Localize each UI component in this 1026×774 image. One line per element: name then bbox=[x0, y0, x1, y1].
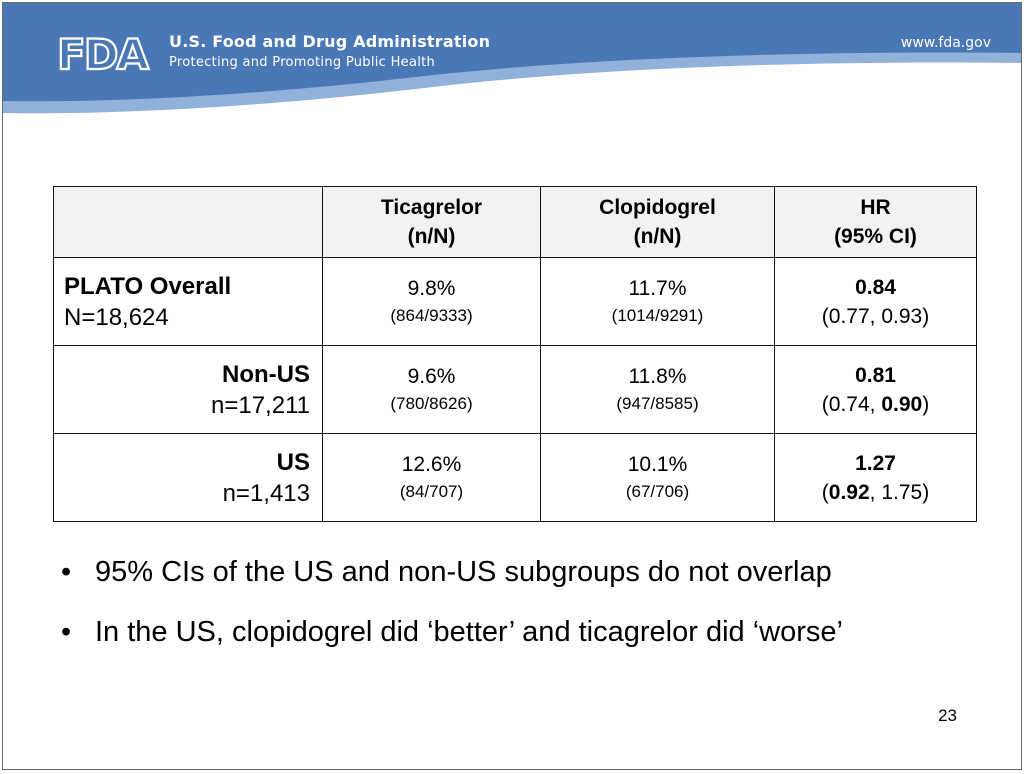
ci-high: 0.90 bbox=[881, 392, 923, 416]
website-url: www.fda.gov bbox=[900, 35, 991, 51]
confidence-interval bbox=[775, 302, 976, 331]
hr-cell bbox=[775, 258, 977, 346]
header-ticagrelor bbox=[323, 187, 541, 258]
ci-high: 1.75 bbox=[881, 480, 923, 504]
clopidogrel-cell bbox=[541, 258, 775, 346]
row-label-cell bbox=[54, 346, 323, 434]
header-corner-cell bbox=[54, 187, 323, 258]
event-rate: 11.8% bbox=[628, 365, 687, 388]
row-label-cell bbox=[54, 258, 323, 346]
bullet-text: In the US, clopidogrel did ‘better’ and ticagrelor did ‘worse’ bbox=[95, 616, 843, 648]
table-header-row bbox=[54, 187, 977, 258]
results-table bbox=[53, 186, 977, 522]
ci-open: ( bbox=[821, 304, 829, 328]
row-name: PLATO Overall bbox=[64, 272, 232, 300]
hr-cell bbox=[775, 346, 977, 434]
agency-name: U.S. Food and Drug Administration bbox=[169, 32, 491, 51]
slide bbox=[2, 2, 1022, 770]
column-title: Ticagrelor bbox=[380, 196, 483, 219]
bullet-dot-icon: • bbox=[61, 556, 72, 588]
column-subtitle: (n/N) bbox=[633, 225, 682, 248]
ci-separator: , bbox=[869, 392, 882, 416]
fda-logo bbox=[57, 29, 155, 75]
bullet-list bbox=[61, 555, 843, 675]
event-fraction: (84/707) bbox=[399, 482, 464, 501]
page-number: 23 bbox=[938, 706, 957, 725]
ci-separator: , bbox=[869, 480, 882, 504]
hazard-ratio: 0.81 bbox=[855, 363, 896, 387]
fda-logo-text: FDA bbox=[57, 30, 148, 75]
row-count: n=17,211 bbox=[211, 391, 310, 419]
row-count: n=1,413 bbox=[222, 479, 310, 507]
event-fraction: (1014/9291) bbox=[611, 306, 704, 325]
bullet-dot-icon: • bbox=[61, 616, 72, 648]
column-title: Clopidogrel bbox=[599, 196, 716, 219]
ticagrelor-cell bbox=[323, 346, 541, 434]
table-row bbox=[54, 258, 977, 346]
column-subtitle: (95% CI) bbox=[834, 225, 917, 248]
hr-cell bbox=[775, 434, 977, 522]
event-fraction: (864/9333) bbox=[390, 306, 473, 325]
table-row bbox=[54, 434, 977, 522]
header-clopidogrel bbox=[541, 187, 775, 258]
event-rate: 12.6% bbox=[401, 453, 462, 476]
ci-close: ) bbox=[922, 480, 930, 504]
ci-low: 0.74 bbox=[828, 392, 870, 416]
clopidogrel-cell bbox=[541, 346, 775, 434]
hazard-ratio: 0.84 bbox=[855, 275, 896, 299]
header-banner bbox=[3, 3, 1022, 133]
row-name: Non-US bbox=[222, 360, 310, 388]
clopidogrel-cell bbox=[541, 434, 775, 522]
ci-close: ) bbox=[922, 304, 930, 328]
bullet-text: 95% CIs of the US and non-US subgroups do not overlap bbox=[95, 556, 832, 588]
ci-open: ( bbox=[821, 392, 829, 416]
column-title: HR bbox=[860, 196, 891, 219]
table-row bbox=[54, 346, 977, 434]
ci-high: 0.93 bbox=[881, 304, 923, 328]
event-rate: 9.8% bbox=[407, 277, 456, 300]
event-rate: 9.6% bbox=[407, 365, 456, 388]
confidence-interval bbox=[775, 478, 976, 507]
ticagrelor-cell bbox=[323, 258, 541, 346]
event-fraction: (780/8626) bbox=[390, 394, 473, 413]
header-hr bbox=[775, 187, 977, 258]
event-rate: 10.1% bbox=[627, 453, 688, 476]
hazard-ratio: 1.27 bbox=[855, 451, 896, 475]
agency-tagline: Protecting and Promoting Public Health bbox=[169, 55, 436, 70]
row-count: N=18,624 bbox=[64, 303, 169, 331]
ci-low: 0.77 bbox=[828, 304, 870, 328]
row-name: US bbox=[276, 448, 310, 476]
ci-separator: , bbox=[869, 304, 882, 328]
bullet-item bbox=[61, 555, 843, 589]
event-fraction: (67/706) bbox=[625, 482, 690, 501]
ci-close: ) bbox=[922, 392, 930, 416]
event-fraction: (947/8585) bbox=[616, 394, 699, 413]
event-rate: 11.7% bbox=[628, 277, 687, 300]
ci-open: ( bbox=[821, 480, 829, 504]
column-subtitle: (n/N) bbox=[407, 225, 456, 248]
ticagrelor-cell bbox=[323, 434, 541, 522]
bullet-item bbox=[61, 615, 843, 649]
row-label-cell bbox=[54, 434, 323, 522]
confidence-interval bbox=[775, 390, 976, 419]
ci-low: 0.92 bbox=[828, 480, 870, 504]
